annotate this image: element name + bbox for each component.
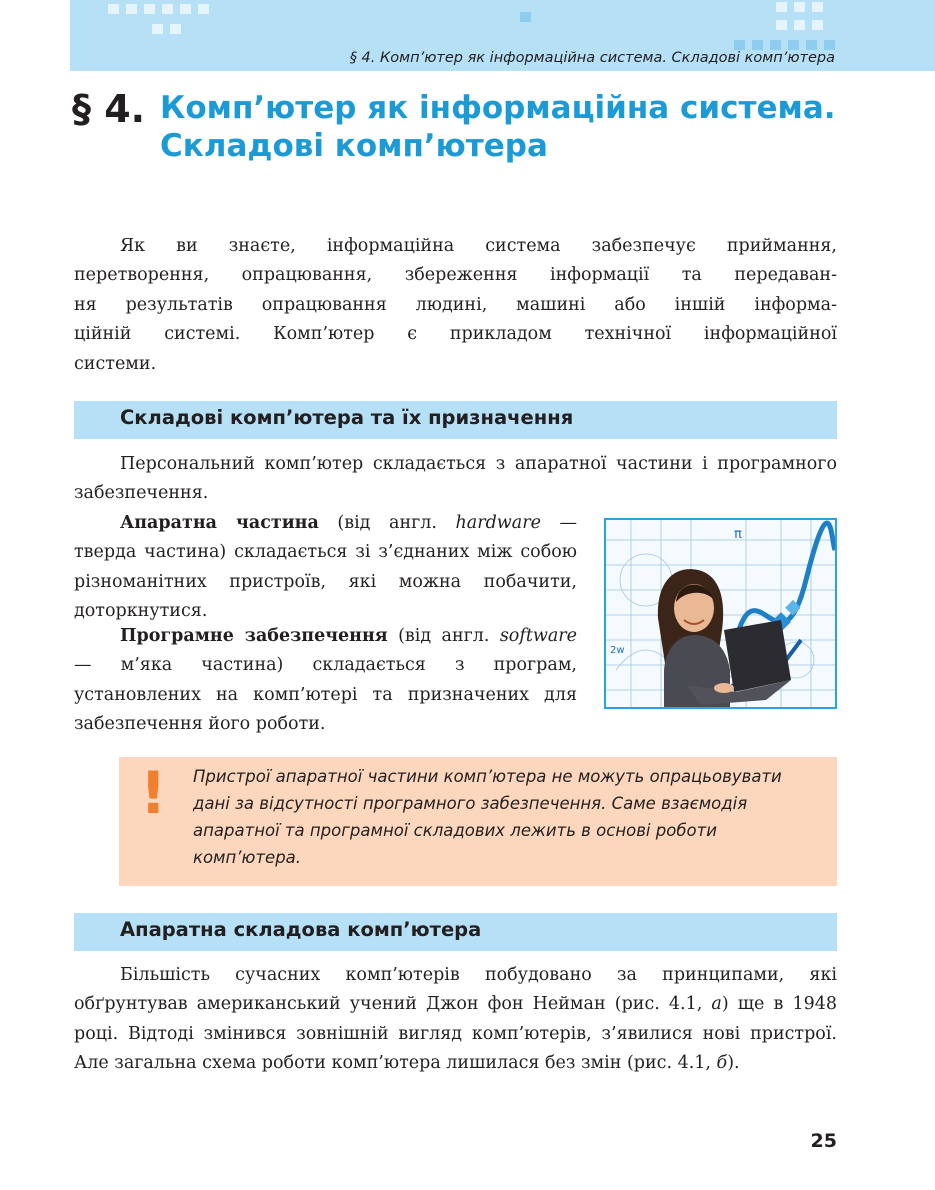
pi-label: π: [734, 527, 742, 542]
important-note: [119, 757, 837, 886]
decor-square: [180, 4, 191, 14]
hardware-pre: (від англ.: [318, 513, 456, 533]
exclamation-icon: !: [140, 759, 167, 827]
page-number: 25: [810, 1130, 837, 1152]
decor-square: [108, 4, 119, 14]
intro-line: перетворення, опрацювання, збереження інформації та передаван-: [74, 265, 837, 286]
software-paragraph: [74, 622, 577, 740]
decor-square: [776, 2, 787, 12]
girl-with-laptop-illustration: [604, 518, 837, 709]
decor-square: [770, 40, 781, 50]
section-heading-components: [74, 401, 837, 439]
section-heading-hardware: [74, 913, 837, 951]
decor-square: [824, 40, 835, 50]
hardware-definition: — тверда частина) складається зі з’єднаних між собою різноманітних пристроїв, які можна побачити, доторкнутися.: [74, 513, 577, 622]
chapter-title: [160, 89, 860, 165]
intro-paragraph: [74, 232, 837, 379]
paragraph-text: Більшість сучасних комп’ютерів побудовано за принципами, які обґрунтував американський учений Джон фон Нейман (рис. 4.1,: [74, 965, 837, 1015]
hardware-term: Апаратна частина: [120, 513, 319, 533]
decor-square: [776, 20, 787, 30]
decor-square: [794, 2, 805, 12]
decor-square: [170, 24, 181, 34]
software-definition: — м’яка частина) складається з програм, установлених на комп’ютері та призначених для забезпечення його роботи.: [74, 655, 577, 735]
hardware-paragraph: [74, 509, 577, 627]
software-term: Програмне забезпечення: [120, 626, 388, 646]
chapter-number: § 4.: [72, 87, 146, 131]
decor-square: [152, 24, 163, 34]
intro-line: ційній системі. Комп’ютер є прикладом технічної інформаційної: [74, 324, 837, 345]
pc-intro-paragraph: Персональний комп’ютер складається з апаратної частини і програмного забезпечення.: [74, 454, 837, 504]
section-heading-text: Апаратна складова комп’ютера: [120, 918, 482, 941]
decor-square: [198, 4, 209, 14]
decor-square: [752, 40, 763, 50]
decor-square: [812, 20, 823, 30]
decor-square: [734, 40, 745, 50]
decor-square: [812, 2, 823, 12]
hardware-english: hardware: [455, 513, 541, 533]
intro-line: ня результатів опрацювання людині, машині або іншій інформа-: [74, 294, 837, 315]
chapter-title-line: Складові комп’ютера: [160, 128, 548, 164]
decor-square: [144, 4, 155, 14]
paragraph-text: ).: [727, 1053, 740, 1074]
section-heading-text: Складові комп’ютера та їх призначення: [120, 406, 574, 429]
intro-line: Як ви знаєте, інформаційна система забезпечує приймання,: [120, 236, 837, 256]
decor-square: [126, 4, 137, 14]
w-label: 2w: [610, 645, 625, 656]
chapter-title-line: Комп’ютер як інформаційна система.: [160, 90, 836, 126]
running-title: § 4. Комп’ютер як інформаційна система. Складові комп’ютера: [349, 50, 835, 66]
software-pre: (від англ.: [387, 626, 500, 646]
software-english: software: [499, 626, 577, 646]
figure-ref-a: а: [711, 994, 722, 1015]
note-text: Пристрої апаратної частини комп’ютера не можуть опрацьовувати дані за відсутності програмного забезпечення. Саме взаємодія апаратної та програмної складових лежить в основі роботи комп’ютера.: [193, 767, 782, 867]
paragraph-text: ) ще в 1948 році. Відтоді змінився зовнішній вигляд комп’ютерів, з’явилися нові пристрої. Але загальна схема роботи комп’ютера лишилася без змін (рис. 4.1,: [74, 994, 837, 1074]
decor-square: [794, 20, 805, 30]
illustration-graphic: [606, 520, 835, 707]
decor-square: [788, 40, 799, 50]
decor-square: [162, 4, 173, 14]
decor-square: [520, 12, 531, 22]
figure-ref-b: б: [716, 1053, 728, 1074]
decor-square: [806, 40, 817, 50]
intro-line: системи.: [74, 353, 157, 374]
von-neumann-paragraph: [74, 961, 837, 1079]
